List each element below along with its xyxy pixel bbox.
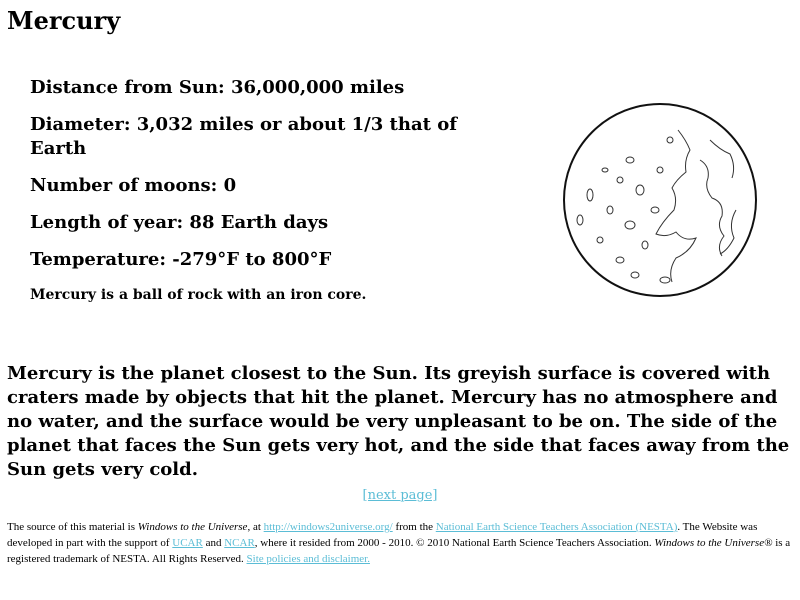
- footer-text: and: [202, 537, 225, 549]
- fact-moons: Number of moons: 0: [30, 175, 237, 196]
- footer: [7, 519, 797, 567]
- footer-text: is a registered trademark of NESTA. All Rights Reserved.: [7, 537, 791, 565]
- footer-text: from the: [392, 521, 436, 533]
- footer-text: , where it resided from 2000 - 2010. © 2010 National Earth Science Teachers Association.: [254, 537, 655, 549]
- footer-w2u: Windows to the Universe: [137, 521, 248, 533]
- footer-text: , at: [247, 521, 264, 533]
- fact-temperature: Temperature: -279°F to 800°F: [30, 249, 332, 270]
- ncar-link[interactable]: NCAR: [224, 537, 255, 549]
- mercury-planet-icon: [560, 100, 760, 300]
- description-paragraph: Mercury is the planet closest to the Sun. Its greyish surface is covered with craters made by objects that hit the planet. Mercury has no atmosphere and no water, and the surface would be very unpleasant to be on. The side of the planet that faces the Sun gets very hot, and the side that faces away from the Sun gets very cold.: [7, 363, 790, 480]
- footer-text: The source of this material is: [7, 521, 138, 533]
- facts-list: [30, 76, 500, 320]
- nesta-link[interactable]: National Earth Science Teachers Association (NESTA): [435, 521, 678, 533]
- fact-distance: Distance from Sun: 36,000,000 miles: [30, 77, 405, 98]
- next-page-link[interactable]: [next page]: [362, 488, 438, 503]
- page-title: Mercury: [7, 6, 121, 35]
- fact-year: Length of year: 88 Earth days: [30, 212, 329, 233]
- fact-note: Mercury is a ball of rock with an iron core.: [30, 287, 367, 303]
- footer-text: . The Website was developed in part with the support of: [7, 521, 758, 549]
- w2u-url-link[interactable]: http://windows2universe.org/: [263, 521, 393, 533]
- fact-diameter: Diameter: 3,032 miles or about 1/3 that of Earth: [30, 114, 457, 159]
- ucar-link[interactable]: UCAR: [172, 537, 203, 549]
- site-policies-link[interactable]: Site policies and disclaimer.: [246, 553, 370, 565]
- footer-w2u-trademark: Windows to the Universe®: [654, 537, 773, 549]
